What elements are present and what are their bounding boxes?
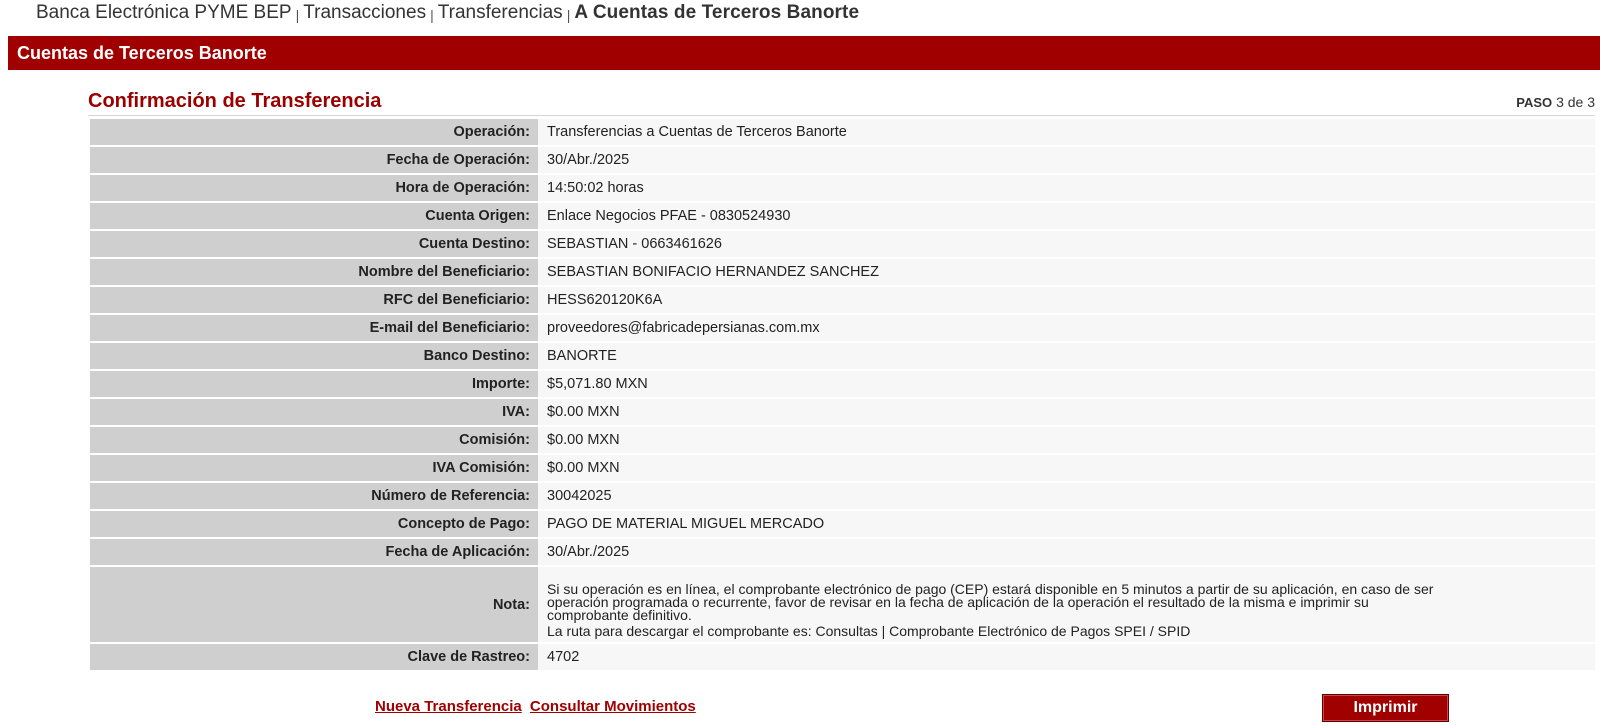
detail-row-operacion xyxy=(90,119,1595,145)
detail-row-cuenta-origen xyxy=(90,203,1595,229)
consultar-movimientos-link[interactable]: Consultar Movimientos xyxy=(529,698,696,715)
detail-row-nombre-beneficiario xyxy=(90,259,1595,285)
detail-value: HESS620120K6A xyxy=(538,287,1595,313)
breadcrumb-item-banca[interactable]: Banca Electrónica PYME BEP xyxy=(36,2,292,23)
detail-row-iva xyxy=(90,399,1595,425)
breadcrumb xyxy=(36,0,859,26)
detail-label: Nota: xyxy=(90,567,538,642)
breadcrumb-item-current: A Cuentas de Terceros Banorte xyxy=(574,2,860,23)
detail-value: PAGO DE MATERIAL MIGUEL MERCADO xyxy=(538,511,1595,537)
detail-row-comision xyxy=(90,427,1595,453)
breadcrumb-separator: | xyxy=(295,7,300,23)
detail-row-clave-rastreo xyxy=(90,644,1595,670)
detail-row-email-beneficiario xyxy=(90,315,1595,341)
detail-label: RFC del Beneficiario: xyxy=(90,287,538,313)
detail-label: Importe: xyxy=(90,371,538,397)
breadcrumb-separator: | xyxy=(430,7,434,23)
detail-label: Hora de Operación: xyxy=(90,175,538,201)
nota-line: comprobante definitivo. xyxy=(547,607,692,623)
detail-label: Número de Referencia: xyxy=(90,483,538,509)
detail-value: 4702 xyxy=(538,644,1595,670)
detail-value: proveedores@fabricadepersianas.com.mx xyxy=(538,315,1595,341)
detail-row-cuenta-destino xyxy=(90,231,1595,257)
detail-value: $0.00 MXN xyxy=(538,427,1595,453)
detail-label: Cuenta Origen: xyxy=(90,203,538,229)
section-header xyxy=(88,88,1595,116)
detail-value: Transferencias a Cuentas de Terceros Banorte xyxy=(538,119,1595,145)
step-label: PASO xyxy=(1516,95,1553,110)
detail-label: IVA Comisión: xyxy=(90,455,538,481)
detail-value: $5,071.80 MXN xyxy=(538,371,1595,397)
page-title: Cuentas de Terceros Banorte xyxy=(17,42,267,63)
detail-value: 30/Abr./2025 xyxy=(538,539,1595,565)
detail-value: 30042025 xyxy=(538,483,1595,509)
detail-label: E-mail del Beneficiario: xyxy=(90,315,538,341)
nota-line: operación programada o recurrente, favor de revisar en la fecha de aplicación de la operación el resultado de la misma e imprimir su xyxy=(547,594,1369,610)
detail-row-rfc-beneficiario xyxy=(90,287,1595,313)
detail-label: Fecha de Operación: xyxy=(90,147,538,173)
detail-label: Concepto de Pago: xyxy=(90,511,538,537)
detail-value: SEBASTIAN BONIFACIO HERNANDEZ SANCHEZ xyxy=(538,259,1595,285)
section-title: Confirmación de Transferencia xyxy=(88,90,382,112)
detail-row-fecha-operacion xyxy=(90,147,1595,173)
transfer-details-table xyxy=(90,119,1595,672)
detail-label: Operación: xyxy=(90,119,538,145)
detail-row-hora-operacion xyxy=(90,175,1595,201)
detail-value: SEBASTIAN - 0663461626 xyxy=(538,231,1595,257)
detail-label: Comisión: xyxy=(90,427,538,453)
detail-value: 30/Abr./2025 xyxy=(538,147,1595,173)
step-value: 3 de 3 xyxy=(1556,94,1595,110)
print-button[interactable]: Imprimir xyxy=(1322,694,1449,722)
detail-value: $0.00 MXN xyxy=(538,455,1595,481)
detail-row-iva-comision xyxy=(90,455,1595,481)
detail-label: Clave de Rastreo: xyxy=(90,644,538,670)
breadcrumb-separator: | xyxy=(566,7,571,23)
detail-row-numero-referencia xyxy=(90,483,1595,509)
nota-text xyxy=(538,567,1595,642)
detail-row-concepto-pago xyxy=(90,511,1595,537)
breadcrumb-item-transacciones[interactable]: Transacciones xyxy=(303,2,427,23)
action-links xyxy=(375,698,696,715)
detail-label: Banco Destino: xyxy=(90,343,538,369)
nota-line: Si su operación es en línea, el comprobante electrónico de pago (CEP) estará disponible en 5 minutos a partir de su aplicación, en caso de ser xyxy=(547,581,1434,597)
detail-value: BANORTE xyxy=(538,343,1595,369)
detail-label: IVA: xyxy=(90,399,538,425)
detail-value: 14:50:02 horas xyxy=(538,175,1595,201)
detail-row-fecha-aplicacion xyxy=(90,539,1595,565)
step-indicator xyxy=(1516,94,1595,110)
detail-row-nota xyxy=(90,567,1595,642)
detail-label: Nombre del Beneficiario: xyxy=(90,259,538,285)
detail-row-banco-destino xyxy=(90,343,1595,369)
detail-value: $0.00 MXN xyxy=(538,399,1595,425)
detail-label: Fecha de Aplicación: xyxy=(90,539,538,565)
detail-row-importe xyxy=(90,371,1595,397)
nueva-transferencia-link[interactable]: Nueva Transferencia xyxy=(375,698,522,715)
breadcrumb-item-transferencias[interactable]: Transferencias xyxy=(437,2,563,23)
detail-label: Cuenta Destino: xyxy=(90,231,538,257)
page-title-bar xyxy=(8,36,1600,70)
nota-route: La ruta para descargar el comprobante es: Consultas | Comprobante Electrónico de Pagos SPEI / SPID xyxy=(547,623,1191,639)
detail-value: Enlace Negocios PFAE - 0830524930 xyxy=(538,203,1595,229)
